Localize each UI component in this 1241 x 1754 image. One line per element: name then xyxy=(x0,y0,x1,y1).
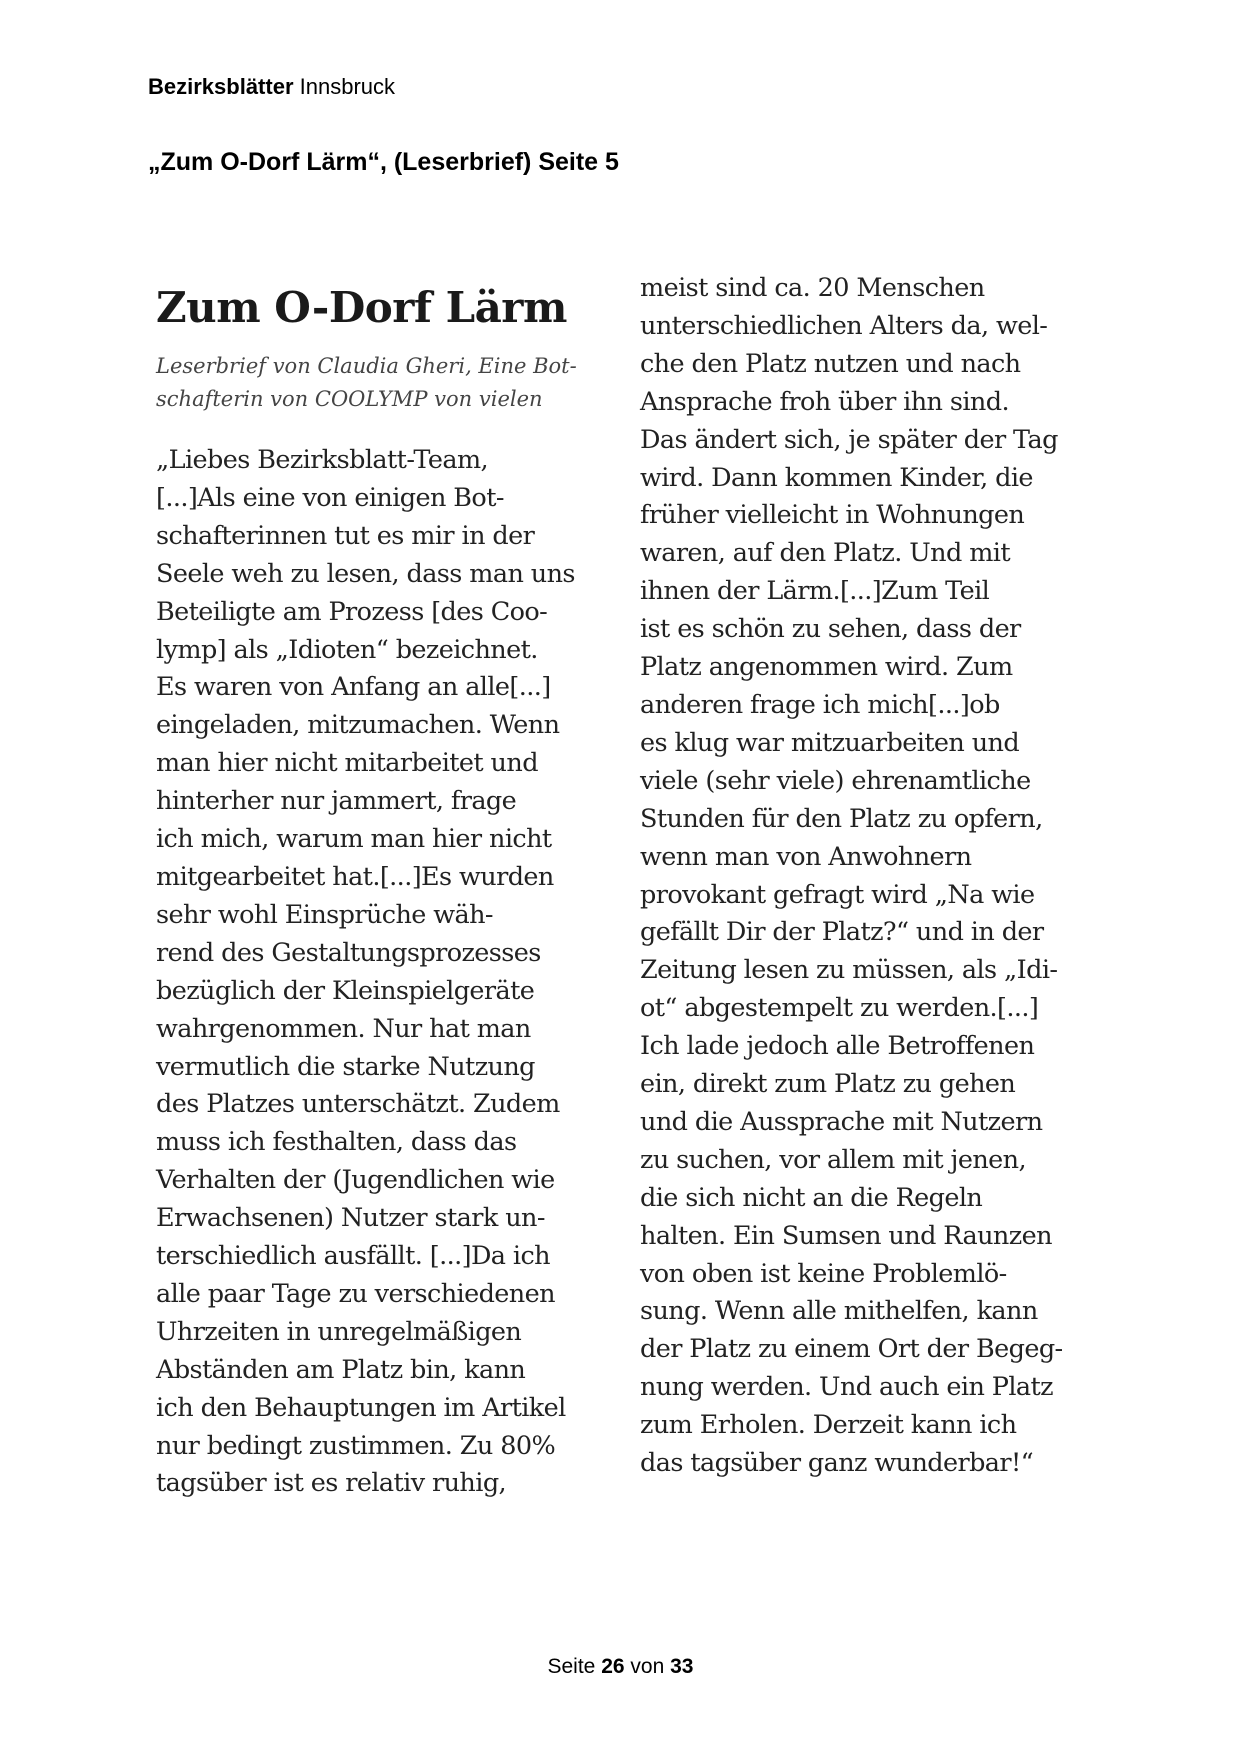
text-line: lymp] als „Idioten“ bezeichnet. xyxy=(156,634,538,665)
left-column-text xyxy=(156,442,616,1503)
text-line: eingeladen, mitzumachen. Wenn xyxy=(156,710,560,741)
text-line: Abständen am Platz bin, kann xyxy=(156,1354,526,1385)
publication-region: Innsbruck xyxy=(299,74,396,99)
text-line: ihnen der Lärm.[...]Zum Teil xyxy=(640,576,990,607)
publication-name: Bezirksblätter xyxy=(148,74,294,99)
article-left-column xyxy=(156,270,616,1503)
text-line: und die Aussprache mit Nutzern xyxy=(640,1106,1043,1137)
page-separator: von xyxy=(630,1655,665,1678)
text-line: nur bedingt zustimmen. Zu 80% xyxy=(156,1430,556,1461)
text-line: das tagsüber ganz wunderbar!“ xyxy=(640,1448,1034,1479)
text-line: hinterher nur jammert, frage xyxy=(156,786,517,817)
text-line: anderen frage ich mich[...]ob xyxy=(640,689,1000,720)
text-line: tagsüber ist es relativ ruhig, xyxy=(156,1468,507,1499)
text-line: ich mich, warum man hier nicht xyxy=(156,824,552,855)
text-line: schafterinnen tut es mir in der xyxy=(156,520,535,551)
text-line: ich den Behauptungen im Artikel xyxy=(156,1392,566,1423)
article-byline xyxy=(156,350,616,416)
text-line: von oben ist keine Problemlö- xyxy=(640,1258,1007,1289)
text-line: [...]Als eine von einigen Bot- xyxy=(156,482,504,513)
byline-line: schafterin von COOLYMP von vielen xyxy=(156,387,543,411)
text-line: der Platz zu einem Ort der Begeg- xyxy=(640,1334,1063,1365)
text-line: alle paar Tage zu verschiedenen xyxy=(156,1278,555,1309)
text-line: sung. Wenn alle mithelfen, kann xyxy=(640,1296,1038,1327)
text-line: wahrgenommen. Nur hat man xyxy=(156,1013,531,1044)
clipping-reference: „Zum O-Dorf Lärm“, (Leserbrief) Seite 5 xyxy=(148,148,619,176)
page-footer xyxy=(0,1655,1241,1679)
text-line: vermutlich die starke Nutzung xyxy=(156,1051,535,1082)
text-line: Ansprache froh über ihn sind. xyxy=(640,386,1009,417)
text-line: unterschiedlichen Alters da, wel- xyxy=(640,310,1048,341)
text-line: rend des Gestaltungsprozesses xyxy=(156,937,541,968)
byline-line: Leserbrief von Claudia Gheri, Eine Bot- xyxy=(156,354,577,378)
text-line: provokant gefragt wird „Na wie xyxy=(640,879,1035,910)
text-line: halten. Ein Sumsen und Raunzen xyxy=(640,1220,1052,1251)
text-line: meist sind ca. 20 Menschen xyxy=(640,273,985,303)
text-line: früher vielleicht in Wohnungen xyxy=(640,500,1025,531)
text-line: Erwachsenen) Nutzer stark un- xyxy=(156,1203,545,1234)
page-current: 26 xyxy=(601,1655,625,1678)
article-headline: Zum O-Dorf Lärm xyxy=(156,283,567,332)
text-line: terschiedlich ausfällt. [...]Da ich xyxy=(156,1241,550,1272)
text-line: sehr wohl Einsprüche wäh- xyxy=(156,899,493,930)
text-line: zu suchen, vor allem mit jenen, xyxy=(640,1144,1026,1175)
text-line: man hier nicht mitarbeitet und xyxy=(156,748,538,779)
page-prefix: Seite xyxy=(547,1655,596,1678)
text-line: „Liebes Bezirksblatt-Team, xyxy=(156,445,489,475)
text-line: mitgearbeitet hat.[...]Es wurden xyxy=(156,861,554,892)
text-line: Platz angenommen wird. Zum xyxy=(640,652,1013,683)
article-right-column xyxy=(640,270,1086,1483)
page-total: 33 xyxy=(670,1655,694,1678)
text-line: muss ich festhalten, dass das xyxy=(156,1127,517,1158)
text-line: waren, auf den Platz. Und mit xyxy=(640,538,1010,569)
text-line: gefällt Dir der Platz?“ und in der xyxy=(640,917,1044,948)
text-line: Stunden für den Platz zu opfern, xyxy=(640,803,1043,834)
text-line: des Platzes unterschätzt. Zudem xyxy=(156,1089,560,1120)
text-line: Zeitung lesen zu müssen, als „Idi- xyxy=(640,955,1058,986)
text-line: ein, direkt zum Platz zu gehen xyxy=(640,1069,1016,1100)
text-line: Es waren von Anfang an alle[...] xyxy=(156,672,551,703)
text-line: es klug war mitzuarbeiten und xyxy=(640,727,1020,758)
text-line: ist es schön zu sehen, dass der xyxy=(640,614,1021,645)
text-line: che den Platz nutzen und nach xyxy=(640,348,1021,379)
text-line: Ich lade jedoch alle Betroffenen xyxy=(640,1031,1035,1062)
text-line: Verhalten der (Jugendlichen wie xyxy=(156,1165,555,1196)
text-line: wird. Dann kommen Kinder, die xyxy=(640,462,1033,493)
publication-header xyxy=(148,74,395,100)
text-line: nung werden. Und auch ein Platz xyxy=(640,1372,1054,1403)
text-line: ot“ abgestempelt zu werden.[...] xyxy=(640,993,1039,1024)
text-line: viele (sehr viele) ehrenamtliche xyxy=(640,765,1031,796)
text-line: die sich nicht an die Regeln xyxy=(640,1182,983,1213)
text-line: Uhrzeiten in unregelmäßigen xyxy=(156,1316,522,1347)
text-line: Seele weh zu lesen, dass man uns xyxy=(156,558,575,589)
text-line: bezüglich der Kleinspielgeräte xyxy=(156,975,535,1006)
right-column-text xyxy=(640,270,1086,1483)
text-line: wenn man von Anwohnern xyxy=(640,841,972,872)
text-line: Das ändert sich, je später der Tag xyxy=(640,424,1058,455)
text-line: zum Erholen. Derzeit kann ich xyxy=(640,1410,1017,1441)
text-line: Beteiligte am Prozess [des Coo- xyxy=(156,596,548,627)
